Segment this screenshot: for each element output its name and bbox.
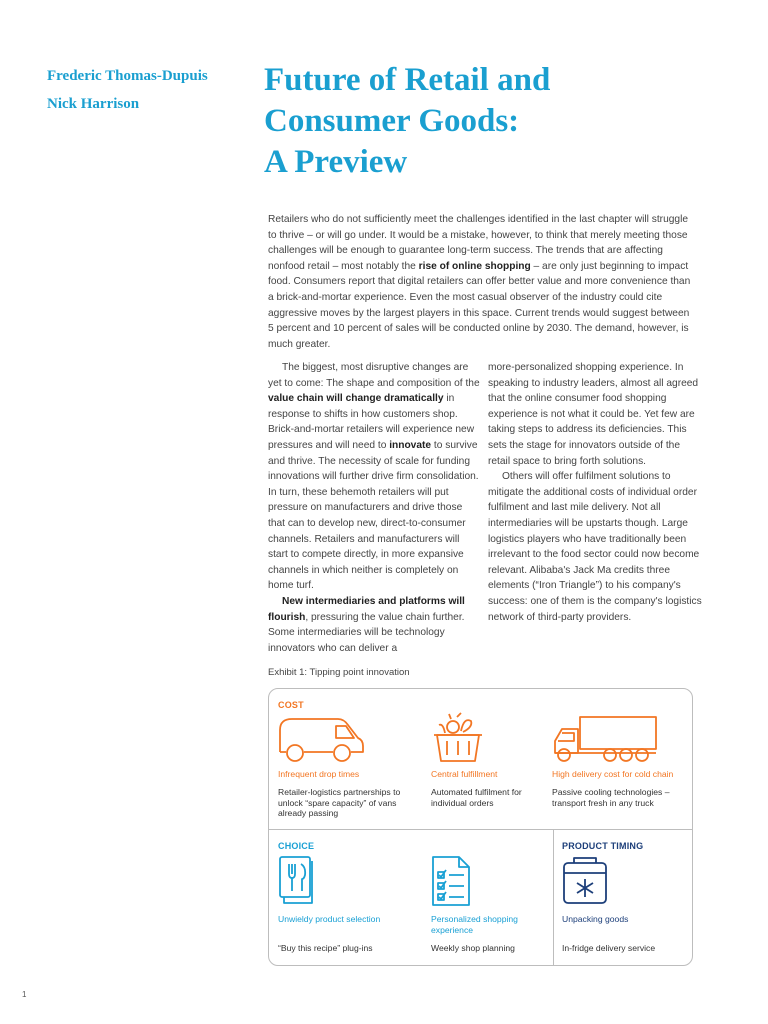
section-title-product-timing: PRODUCT TIMING [562, 841, 644, 851]
fulfillment-crate-icon [431, 711, 485, 765]
body-text: to survive and thrive. The necessity of scale for funding innovations will further drive firm consolidation. In turn, these behemoth retailers will put pressure on manufacturers and drive those that can to develop new, direct-to-consumer channels. Retailers and manufacturers will start to compete directly, in more expansive channels in which neither is completely on home turf. [268, 439, 479, 592]
recipe-book-icon [278, 855, 314, 905]
body-paragraph: Others will offer fulfilment solutions to mitigate the additional costs of individual order fulfilment and last mile delivery. Not all intermediaries will be upstarts though. Large logistics players who have traditionally been irrelevant to the food sector could now become relevant. Alibaba's Jack Ma credits three elements (“Iron Triangle”) to his company's success: one of them is the company's logistics network of third-party providers. [488, 471, 702, 623]
intro-paragraph [268, 212, 694, 352]
choice-caption: Unwieldy product selection [278, 914, 381, 924]
choice-description: “Buy this recipe” plug-ins [278, 943, 373, 953]
intro-text: – are only just beginning to impact food. Consumers report that digital retailers can offer better value and more convenience than a brick-and-mortar experience. Even the most casual observer of the industry could cite aggressive moves by the largest players in this space. Current trends would suggest between 5 percent and 10 percent of sales will be conducted online by 2030. The demand, however, is much greater. [268, 260, 691, 350]
exhibit-label: Exhibit 1: Tipping point innovation [268, 667, 410, 678]
cost-caption: High delivery cost for cold chain [552, 769, 674, 779]
body-paragraph: more-personalized shopping experience. In speaking to industry leaders, almost all agreed that the online consumer food shopping experience is not what it could be. Yet few are taking steps to address its deficiencies. This sets the stage for innovators outside of the retail space to bring forth solutions. [488, 362, 699, 467]
checklist-icon [431, 855, 471, 907]
cost-caption: Central fulfillment [431, 769, 498, 779]
title-line: Consumer Goods: [264, 103, 520, 139]
cost-description: Passive cooling technologies – transport fresh in any truck [552, 787, 670, 808]
section-title-choice: CHOICE [278, 841, 315, 851]
author-name: Nick Harrison [47, 96, 140, 112]
choice-description: Weekly shop planning [431, 943, 515, 953]
body-emphasis: innovate [389, 439, 432, 451]
truck-icon [552, 715, 658, 763]
body-column-right [488, 360, 702, 625]
divider [269, 829, 692, 830]
cooler-box-icon [562, 855, 608, 905]
intro-emphasis: rise of online shopping [418, 260, 531, 272]
van-icon [278, 716, 366, 764]
timing-description: In-fridge delivery service [562, 943, 656, 953]
divider [553, 829, 554, 965]
timing-caption: Unpacking goods [562, 914, 629, 924]
body-emphasis: New intermediaries and platforms will flourish [268, 595, 465, 623]
author-name: Frederic Thomas-Dupuis [47, 68, 208, 84]
section-title-cost: COST [278, 700, 304, 710]
body-text: in response to shifts in how customers shop. Brick-and-mortar retailers will experience new pressures and will need to [268, 393, 475, 451]
exhibit-box [268, 688, 693, 966]
page-title [264, 60, 744, 183]
body-column-left [268, 360, 482, 656]
body-text: , pressuring the value chain further. Some intermediaries will be technology innovators who can deliver a [268, 611, 465, 654]
body-paragraph [268, 594, 482, 656]
page-number: 1 [22, 990, 27, 999]
authors [47, 62, 208, 118]
title-line: A Preview [264, 144, 408, 180]
cost-caption: Infrequent drop times [278, 769, 360, 779]
intro-text: Retailers who do not sufficiently meet the challenges identified in the last chapter will struggle to thrive – or will go under. It would be a mistake, however, to think that merely meeting those challenges will be enough to guarantee long-term success. The trends that are affecting nonfood retail – most notably the [268, 214, 688, 272]
choice-caption: Personalized shopping experience [431, 914, 518, 935]
body-text: The biggest, most disruptive changes are yet to come: The shape and composition of the [268, 362, 480, 389]
title-line: Future of Retail and [264, 62, 551, 98]
body-paragraph [268, 360, 482, 594]
body-emphasis: value chain will change dramatically [268, 393, 444, 405]
cost-description: Automated fulfilment for individual orders [431, 787, 522, 808]
cost-description: Retailer-logistics partnerships to unlock “spare capacity” of vans already passing [278, 787, 401, 818]
